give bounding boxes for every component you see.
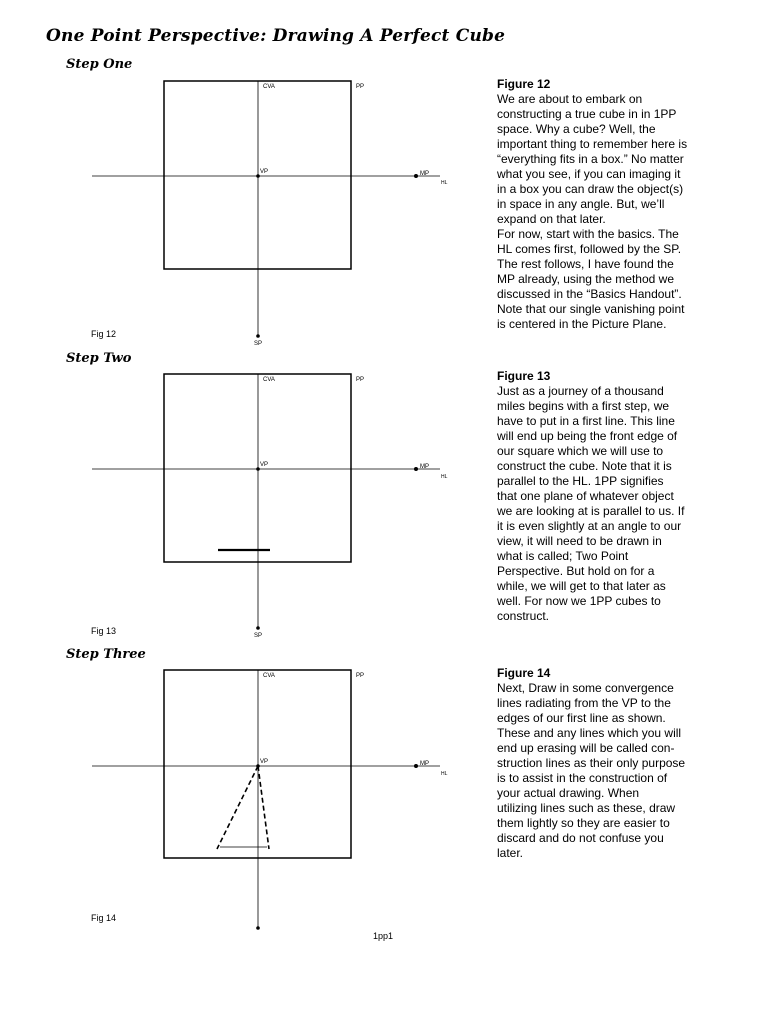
step-two-heading: Step Two — [66, 351, 132, 366]
pp-label: PP — [356, 84, 365, 90]
figure-13-text — [497, 369, 709, 624]
cva-label: CVA — [263, 673, 275, 679]
figure-12-text — [497, 77, 709, 332]
page-number: 1pp1 — [373, 931, 394, 941]
sp-point — [256, 334, 260, 338]
vp-label: VP — [260, 169, 269, 175]
picture-plane — [164, 670, 351, 858]
figure-14-body: Next, Draw in some convergence lines radiating from the VP to the edges of our first line as shown. These and any lines which you will end up erasing will be called con- struction lines as their only purpose is to assist in the construction of your actual drawing. When utilizing lines such as these, draw them lightly so they are easier to discard and do not confuse you later. — [497, 681, 686, 860]
sp-point — [256, 926, 260, 930]
sp-label: SP — [254, 341, 263, 347]
pp-label: PP — [356, 673, 365, 679]
mp-label: MP — [420, 464, 429, 470]
mp-point — [414, 764, 418, 768]
pp-label: PP — [356, 377, 365, 383]
hl-label: HL — [441, 474, 448, 480]
vp-label: VP — [260, 462, 269, 468]
figure-13-body: Just as a journey of a thousand miles begins with a first step, we have to put in a first line. This line will end up being the front edge of our square which we will use to construct the cube. Note that it is parallel to the HL. 1PP signifies that one plane of whatever object we are looking at is parallel to us. If it is even slightly at an angle to our view, it will need to be drawn in what is called; Two Point Perspective. But hold on for a while, we will get to that later as well. For now we 1PP cubes to construct. — [497, 384, 685, 623]
fig-12-label: Fig 12 — [91, 329, 117, 339]
mp-point — [414, 174, 418, 178]
cva-label: CVA — [263, 84, 275, 90]
figure-14-diagram — [80, 666, 460, 936]
figure-14-heading: Figure 14 — [497, 666, 551, 680]
figure-12-heading: Figure 12 — [497, 77, 551, 91]
figure-12-diagram — [80, 78, 460, 348]
mp-label: MP — [420, 761, 429, 767]
step-one-heading: Step One — [66, 57, 133, 72]
step-three-heading: Step Three — [66, 647, 146, 662]
figure-14-text — [497, 666, 709, 861]
mp-point — [414, 467, 418, 471]
page-title: One Point Perspective: Drawing A Perfect Cube — [46, 26, 506, 46]
fig-13-label: Fig 13 — [91, 626, 117, 636]
figure-13-heading: Figure 13 — [497, 369, 551, 383]
fig-14-label: Fig 14 — [91, 913, 117, 923]
hl-label: HL — [441, 180, 448, 186]
sp-point — [256, 626, 260, 630]
sp-label: SP — [254, 633, 263, 639]
vp-label: VP — [260, 759, 269, 765]
figure-12-body: We are about to embark on constructing a true cube in in 1PP space. Why a cube? Well, the important thing to remember here is “everything fits in a box.” No matter what you see, if you can imaging it in a box you can draw the object(s) in space in any angle. But, we’ll expand on that later. For now, start with the basics. The HL comes first, followed by the SP. The rest follows, I have found the MP already, using the method we discussed in the “Basics Handout”. Note that our single vanishing point is centered in the Picture Plane. — [497, 92, 688, 331]
figure-13-diagram — [80, 370, 460, 640]
hl-label: HL — [441, 771, 448, 777]
cva-label: CVA — [263, 377, 275, 383]
mp-label: MP — [420, 171, 429, 177]
right-convergence-line — [258, 766, 269, 849]
left-convergence-line — [217, 766, 258, 849]
